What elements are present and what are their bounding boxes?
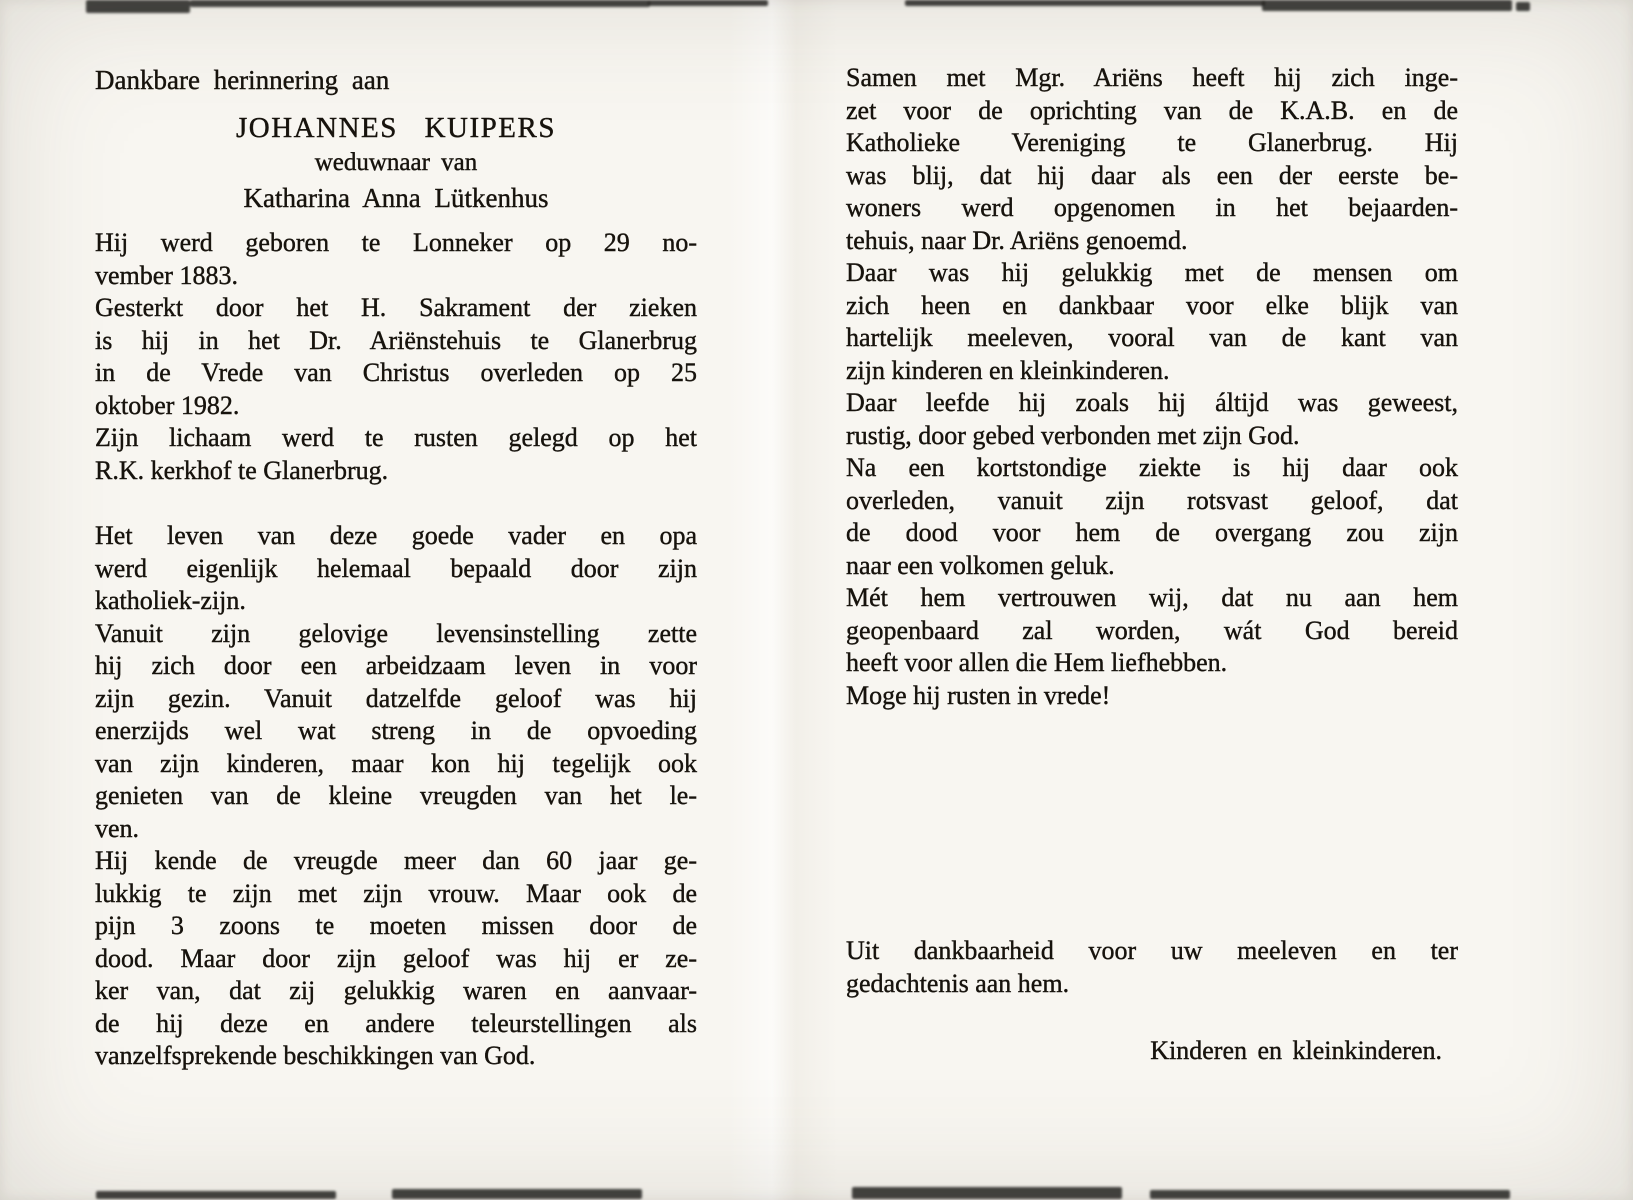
page-fold xyxy=(728,0,838,1200)
relation-line: weduwnaar van xyxy=(314,149,478,176)
scan-artifact-top xyxy=(648,0,768,6)
paragraph xyxy=(846,680,1458,713)
text-line: Samen met Mgr. Ariëns heeft hij zich inge- xyxy=(846,63,1458,92)
text-line: lukkig te zijn met zijn vrouw. Maar ook de xyxy=(95,878,697,908)
text-line: Daar was hij gelukkig met de mensen om xyxy=(846,258,1458,287)
text-line: Moge hij rusten in vrede! xyxy=(846,680,1111,710)
text-line: rustig, door gebed verbonden met zijn God. xyxy=(846,420,1300,450)
text-line: Daar leefde hij zoals hij áltijd was geweest, xyxy=(846,388,1458,417)
left-page xyxy=(95,64,697,1073)
text-line: R.K. kerkhof te Glanerbrug. xyxy=(95,455,389,485)
scan-artifact-top xyxy=(1516,2,1530,11)
deceased-name: JOHANNES KUIPERS xyxy=(236,111,556,144)
text-line: was blij, dat hij daar als een der eerste be- xyxy=(846,160,1458,190)
text-line: in de Vrede van Christus overleden op 25 xyxy=(95,358,697,387)
text-line: zich heen en dankbaar voor elke blijk van xyxy=(846,290,1458,320)
text-line: is hij in het Dr. Ariënstehuis te Glanerbrug xyxy=(95,325,697,355)
paragraph xyxy=(95,845,697,1073)
text-line: ven. xyxy=(95,813,140,843)
text-line: Het leven van deze goede vader en opa xyxy=(95,521,697,550)
scan-artifact-bottom xyxy=(1150,1190,1510,1199)
paragraph xyxy=(95,618,697,846)
text-line: Hij werd geboren te Lonneker op 29 no- xyxy=(95,228,697,257)
text-line: geopenbaard zal worden, wát God bereid xyxy=(846,615,1458,645)
text-line: ker van, dat zij gelukkig waren en aanvaar- xyxy=(95,976,697,1005)
text-line: zijn kinderen en kleinkinderen. xyxy=(846,355,1170,385)
signature-line: Kinderen en kleinkinderen. xyxy=(1150,1036,1442,1065)
right-page xyxy=(846,62,1458,712)
text-line: hartelijk meeleven, vooral van de kant van xyxy=(846,323,1458,352)
card-header: Dankbare herinnering aan xyxy=(95,65,390,95)
scan-artifact-top xyxy=(1262,0,1512,11)
text-line: vanzelfsprekende beschikkingen van God. xyxy=(95,1041,536,1070)
text-line: de hij deze en andere teleurstellingen als xyxy=(95,1008,697,1038)
text-line: hij zich door een arbeidzaam leven in voor xyxy=(95,651,697,680)
paragraph xyxy=(95,292,697,422)
text-line: Na een kortstondige ziekte is hij daar ook xyxy=(846,453,1458,482)
text-line: katholiek-zijn. xyxy=(95,586,246,615)
text-line: woners werd opgenomen in het bejaarden- xyxy=(846,193,1458,222)
text-line: gedachtenis aan hem. xyxy=(846,969,1070,998)
scan-artifact-top xyxy=(905,0,1265,6)
paragraph xyxy=(95,227,697,292)
paragraph xyxy=(846,452,1458,582)
right-body-text xyxy=(846,62,1458,712)
text-line: dood. Maar door zijn geloof was hij er ze- xyxy=(95,943,697,973)
text-line: Uit dankbaarheid voor uw meeleven en ter xyxy=(846,936,1458,965)
scan-artifact-bottom xyxy=(852,1187,1122,1199)
text-line: van zijn kinderen, maar kon hij tegelijk ook xyxy=(95,748,697,778)
scan-artifact-bottom xyxy=(96,1191,336,1199)
text-line: Hij kende de vreugde meer dan 60 jaar ge- xyxy=(95,846,697,875)
text-line: de dood voor hem de overgang zou zijn xyxy=(846,518,1458,547)
paragraph xyxy=(846,582,1458,680)
text-line: oktober 1982. xyxy=(95,390,240,420)
text-line: Mét hem vertrouwen wij, dat nu aan hem xyxy=(846,583,1458,612)
paragraph xyxy=(846,387,1458,452)
paragraph xyxy=(95,520,697,618)
text-line: Gesterkt door het H. Sakrament der zieken xyxy=(95,293,697,322)
text-line: heeft voor allen die Hem liefhebben. xyxy=(846,648,1228,677)
text-line: zet voor de oprichting van de K.A.B. en de xyxy=(846,95,1458,125)
text-line: Katholieke Vereniging te Glanerbrug. Hij xyxy=(846,128,1458,157)
text-line: naar een volkomen geluk. xyxy=(846,550,1115,580)
text-line: pijn 3 zoons te moeten missen door de xyxy=(95,911,697,940)
closing-note xyxy=(846,934,1458,1000)
spouse-name: Katharina Anna Lütkenhus xyxy=(243,182,549,213)
scan-artifact-top xyxy=(190,0,650,7)
text-line: overleden, vanuit zijn rotsvast geloof, dat xyxy=(846,485,1458,515)
left-body-text xyxy=(95,227,697,1073)
text-line: enerzijds wel wat streng in de opvoeding xyxy=(95,716,697,745)
paragraph xyxy=(846,257,1458,387)
text-line: tehuis, naar Dr. Ariëns genoemd. xyxy=(846,225,1188,255)
paragraph xyxy=(846,62,1458,257)
text-line: Vanuit zijn gelovige levensinstelling zette xyxy=(95,618,697,648)
text-line: vember 1883. xyxy=(95,260,238,290)
scan-artifact-bottom xyxy=(392,1189,642,1199)
paragraph xyxy=(95,422,697,487)
scan-artifact-top xyxy=(86,0,190,13)
text-line: werd eigenlijk helemaal bepaald door zijn xyxy=(95,553,697,583)
text-line: genieten van de kleine vreugden van het le- xyxy=(95,781,697,810)
text-line: Zijn lichaam werd te rusten gelegd op het xyxy=(95,423,697,452)
paragraph xyxy=(846,934,1458,1000)
text-line: zijn gezin. Vanuit datzelfde geloof was hij xyxy=(95,683,697,713)
